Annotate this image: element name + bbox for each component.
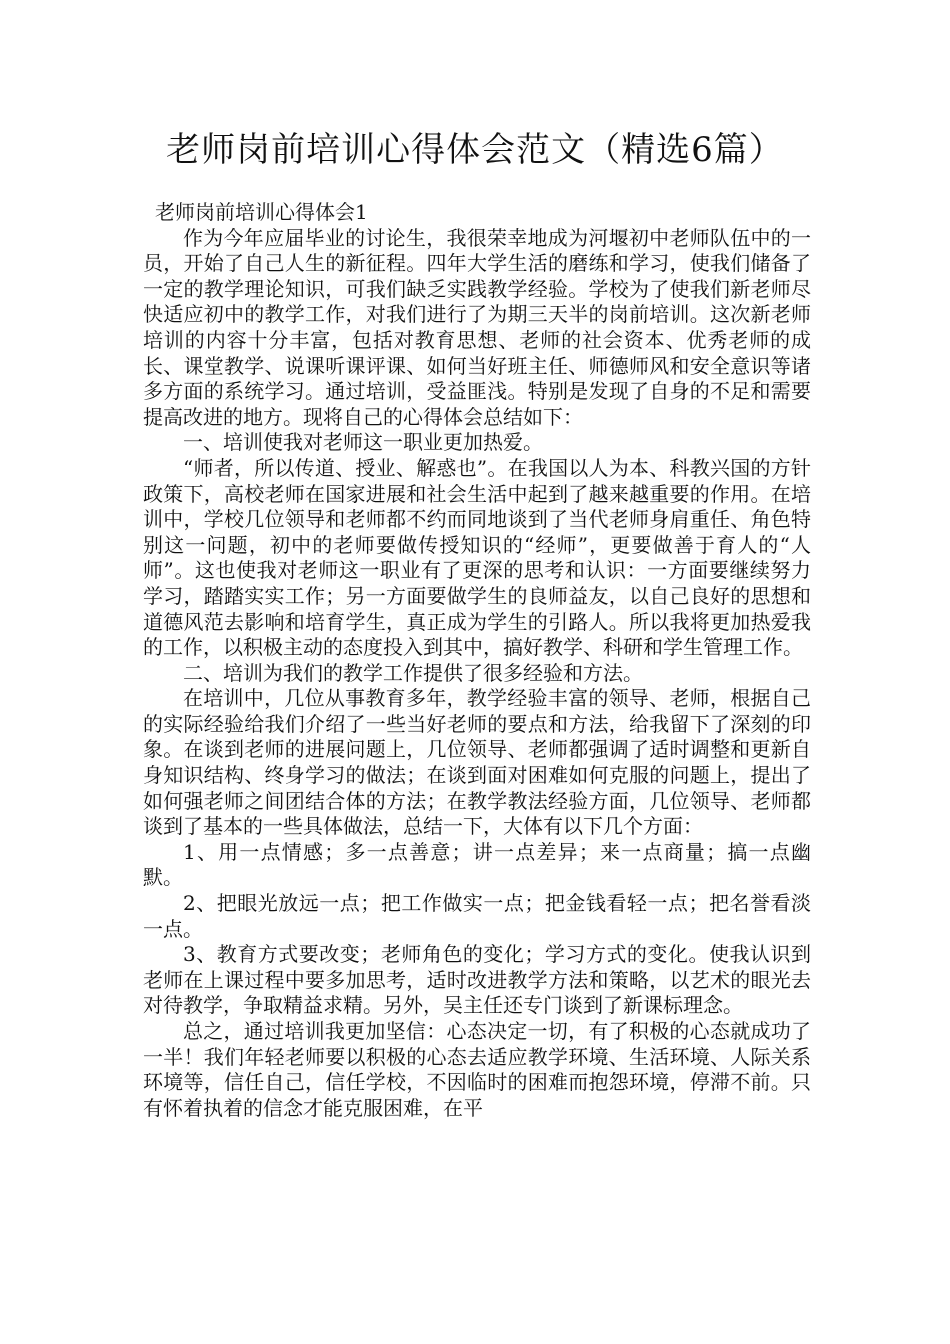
document-body	[143, 200, 811, 1121]
paragraph-intro: 作为今年应届毕业的讨论生，我很荣幸地成为河堰初中老师队伍中的一员，开始了自己人生的新征程。四年大学生活的磨练和学习，使我们储备了一定的教学理论知识，可我们缺乏实践教学经验。学校为了使我们新老师尽快适应初中的教学工作，对我们进行了为期三天半的岗前培训。这次新老师培训的内容十分丰富，包括对教育思想、老师的社会资本、优秀老师的成长、课堂教学、说课听课评课、如何当好班主任、师德师风和安全意识等诸多方面的系统学习。通过培训，受益匪浅。特别是发现了自身的不足和需要提高改进的地方。现将自己的心得体会总结如下：	[143, 225, 811, 429]
paragraph-list-item-1: 1、用一点情感；多一点善意；讲一点差异；来一点商量；搞一点幽默。	[143, 839, 811, 890]
paragraph-conclusion: 总之，通过培训我更加坚信：心态决定一切，有了积极的心态就成功了一半！我们年轻老师要以积极的心态去适应教学环境、生活环境、人际关系环境等，信任自己，信任学校，不因临时的困难而抱怨环境，停滞不前。只有怀着执着的信念才能克服困难，在平	[143, 1019, 811, 1120]
paragraph-list-item-3: 3、教育方式要改变；老师角色的变化；学习方式的变化。使我认识到老师在上课过程中要多加思考，适时改进教学方法和策略，以艺术的眼光去对待教学，争取精益求精。另外，吴主任还专门谈到了新课标理念。	[143, 942, 811, 1018]
section-heading: 老师岗前培训心得体会1	[155, 200, 368, 224]
paragraph-point-one-body: “师者，所以传道、授业、解惑也”。在我国以人为本、科教兴国的方针政策下，高校老师在国家进展和社会生活中起到了越来越重要的作用。在培训中，学校几位领导和老师都不约而同地谈到了当代老师身肩重任、角色特别这一问题，初中的老师要做传授知识的“经师”，更要做善于育人的“人师”。这也使我对老师这一职业有了更深的思考和认识：一方面要继续努力学习，踏踏实实工作；另一方面要做学生的良师益友，以自己良好的思想和道德风范去影响和培育学生，真正成为学生的引路人。所以我将更加热爱我的工作，以积极主动的态度投入到其中，搞好教学、科研和学生管理工作。	[143, 455, 811, 660]
paragraph-point-one-heading: 一、培训使我对老师这一职业更加热爱。	[183, 430, 543, 455]
document-title: 老师岗前培训心得体会范文（精选6篇）	[166, 130, 784, 170]
paragraph-list-item-2: 2、把眼光放远一点；把工作做实一点；把金钱看轻一点；把名誉看淡一点。	[143, 891, 811, 941]
paragraph-point-two-body: 在培训中，几位从事教育多年，教学经验丰富的领导、老师，根据自己的实际经验给我们介绍了一些当好老师的要点和方法，给我留下了深刻的印象。在谈到老师的进展问题上，几位领导、老师都强调了适时调整和更新自身知识结构、终身学习的做法；在谈到面对困难如何克服的问题上，提出了如何强老师之间团结合体的方法；在教学教法经验方面，几位领导、老师都谈到了基本的一些具体做法，总结一下，大体有以下几个方面：	[143, 686, 811, 839]
paragraph-point-two-heading: 二、培训为我们的教学工作提供了很多经验和方法。	[183, 660, 643, 685]
